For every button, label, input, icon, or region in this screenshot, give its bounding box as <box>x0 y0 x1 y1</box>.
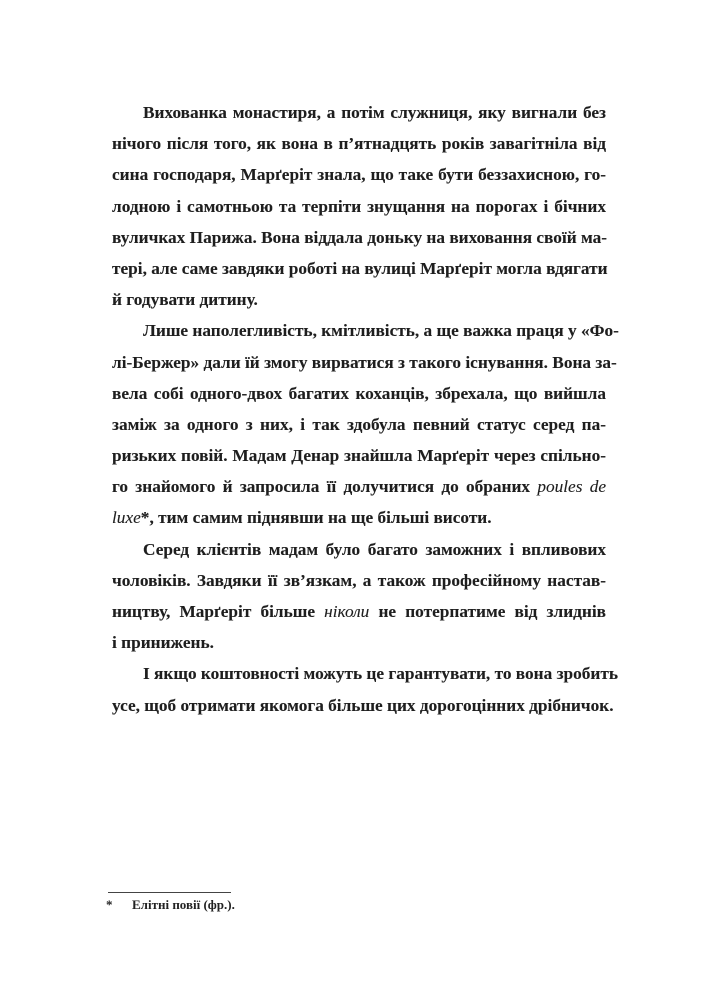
text-line <box>112 159 606 190</box>
text-segment: Серед клієнтів мадам було багато заможних і впливових <box>143 539 606 559</box>
text-segment: і принижень. <box>112 633 214 653</box>
text-line <box>112 627 606 658</box>
text-line <box>112 596 606 627</box>
text-segment: вела собі одного-двох багатих коханців, збрехала, що вийшла <box>112 383 606 403</box>
footnote <box>106 897 235 913</box>
footnote-marker: * <box>106 897 113 912</box>
text-segment: й годувати дитину. <box>112 290 258 310</box>
text-line <box>112 440 606 471</box>
text-line <box>112 222 606 253</box>
text-line <box>112 658 618 689</box>
text-segment: заміж за одного з них, і так здобула певний статус серед па- <box>112 414 606 434</box>
footnote-text: Елітні повії (фр.). <box>132 897 235 912</box>
text-line <box>112 128 606 159</box>
text-line <box>112 471 606 502</box>
text-line <box>112 347 617 378</box>
text-segment: Лише наполегливість, кмітливість, а ще важка праця у «Фо- <box>143 321 619 341</box>
text-line <box>112 690 614 721</box>
text-line <box>112 409 606 440</box>
text-line <box>112 534 606 565</box>
text-segment: вуличках Парижа. Вона віддала доньку на виховання своїй ма- <box>112 227 608 247</box>
italic-text: poules de <box>537 477 607 497</box>
text-segment: нічого після того, як вона в п’ятнадцять років завагітніла від <box>112 134 606 154</box>
text-line <box>112 315 619 346</box>
text-segment: тері, але саме завдяки роботі на вулиці Марґеріт могла вдягати <box>112 258 608 278</box>
text-line <box>112 284 606 315</box>
text-line <box>112 191 606 222</box>
text-segment: ризьких повій. Мадам Денар знайшла Марґеріт через спільно- <box>112 446 606 466</box>
italic-text: luxe <box>112 508 141 528</box>
text-segment: ництву, Марґеріт більше <box>112 602 325 621</box>
text-segment: лі-Бержер» дали їй змогу вирватися з такого існування. Вона за- <box>112 352 617 372</box>
text-line <box>112 378 606 409</box>
text-segment: усе, щоб отримати якомога більше цих дорогоцінних дрібничок. <box>112 695 614 715</box>
text-line <box>112 502 606 533</box>
text-segment: *, тим самим піднявши на ще більші висоти. <box>140 508 492 528</box>
text-line <box>112 97 606 128</box>
text-segment: І якщо коштовності можуть це гарантувати, то вона зробить <box>143 664 618 684</box>
text-segment: лодною і самотньою та терпіти знущання на порогах і бічних <box>112 196 606 216</box>
text-segment: сина господаря, Марґеріт знала, що таке бути беззахисною, го- <box>112 165 606 185</box>
text-segment: не потерпатиме від злиднів <box>369 602 606 621</box>
text-segment: го знайомого й запросила її долучитися до обраних <box>112 477 538 497</box>
italic-text: ніколи <box>324 602 370 621</box>
text-line <box>112 565 606 596</box>
text-line <box>112 253 606 284</box>
text-segment: чоловіків. Завдяки її зв’язкам, а також професійному настав- <box>112 570 606 590</box>
text-segment: Вихованка монастиря, а потім служниця, яку вигнали без <box>143 103 606 122</box>
footnote-divider <box>108 892 231 893</box>
body-text <box>112 97 619 721</box>
